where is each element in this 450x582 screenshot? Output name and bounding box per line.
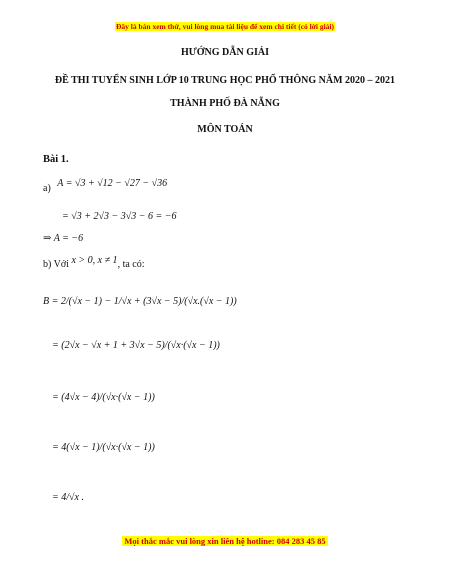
part-a-line	[43, 178, 168, 194]
b-step-1-text: 2/(√x − 1) − 1/√x + (3√x − 5)/(√x.(√x − 1))	[60, 296, 237, 307]
hotline-footer	[0, 536, 450, 546]
b-step-5: = 4/√x .	[52, 492, 84, 503]
guide-title: HƯỚNG DẪN GIẢI	[181, 47, 269, 58]
city-title: THÀNH PHỐ ĐÀ NẴNG	[170, 98, 280, 109]
b-lhs: B =	[43, 296, 59, 307]
preview-banner	[0, 22, 450, 31]
part-b-label: b) Với	[43, 259, 69, 270]
subject-title: MÔN TOÁN	[197, 124, 253, 135]
part-a-label: a)	[43, 183, 51, 194]
hotline-text: Mọi thắc mắc vui lòng xin liên hệ hotline: 084 283 45 85	[124, 536, 326, 546]
part-b-tail: , ta có:	[117, 259, 145, 270]
part-b-intro	[43, 255, 145, 270]
b-step-3: = (4√x − 4)/(√x·(√x − 1))	[52, 392, 155, 403]
problem-heading: Bài 1.	[43, 154, 69, 165]
b-step-1	[43, 296, 237, 307]
b-step-2: = (2√x − √x + 1 + 3√x − 5)/(√x·(√x − 1))	[52, 340, 220, 351]
b-step-4: = 4(√x − 1)/(√x·(√x − 1))	[52, 442, 155, 453]
part-a-step: = √3 + 2√3 − 3√3 − 6 = −6	[62, 211, 177, 222]
part-a-result: ⇒ A = −6	[43, 233, 84, 244]
preview-banner-text: Đây là bản xem thử, vui lòng mua tài liệu để xem chi tiết (có lời giải)	[115, 22, 335, 31]
part-a-expression: A = √3 + √12 − √27 − √36	[57, 178, 168, 189]
part-b-condition: x > 0, x ≠ 1	[71, 255, 118, 266]
exam-title: ĐỀ THI TUYỂN SINH LỚP 10 TRUNG HỌC PHỔ THÔNG NĂM 2020 – 2021	[54, 75, 396, 86]
